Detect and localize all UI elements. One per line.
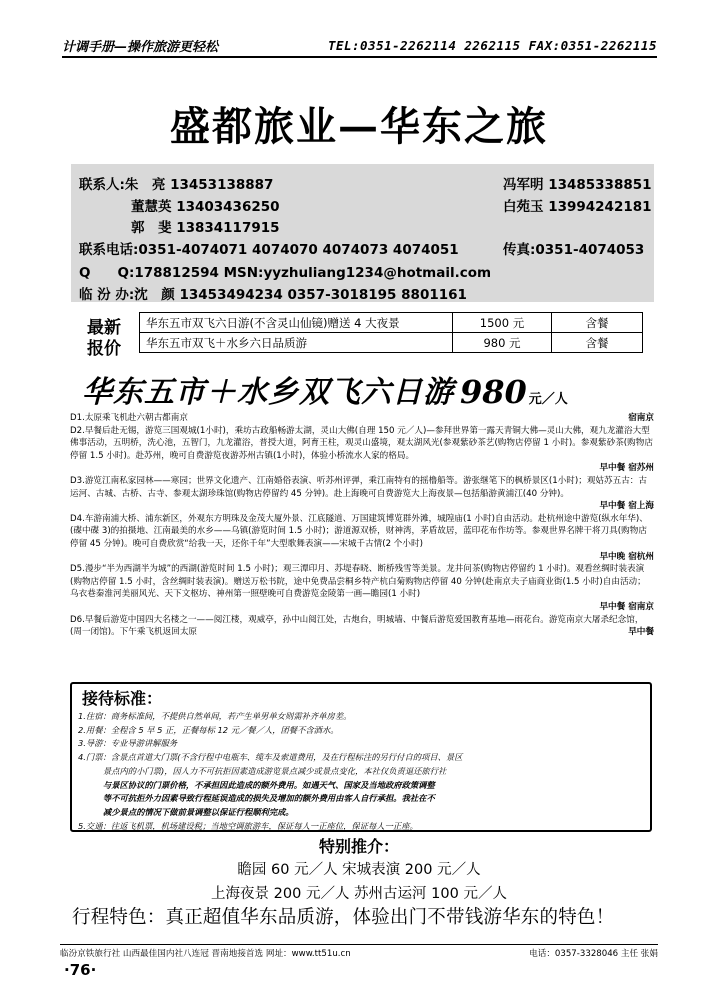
price-label-1: 最新 xyxy=(87,318,121,338)
page-number: ·76· xyxy=(64,961,97,979)
table-row xyxy=(140,313,643,333)
promo-price: 980 xyxy=(460,373,527,411)
day-text: D1.太原乘飞机赴六朝古都南京 xyxy=(70,413,188,423)
contact-phone: 联系电话:0351-4074071 4074070 4074073 4074051 xyxy=(79,242,459,258)
price-cell: 1500 元 xyxy=(453,313,552,333)
standard-item: 景点内的小门票)，因人力不可抗拒因素造成游览景点减少或景点变化，本社仅负责退还旅行社 xyxy=(78,765,447,776)
page-header xyxy=(62,34,657,58)
day-text: D5.漫步“半为西湖半为城”的西湖(游览时间 1.5 小时)；观三潭印月、苏堤春晓、断桥残雪等美景。龙井问茶(购物店停留约 1 小时)。观看丝绸时装表演(购物店停留 1.5 小时，含丝绸时装表演)。赠送万松书院，途中免费品尝桐乡特产杭白菊购物店停留 40 分钟(赴南京夫子庙商业街(1.5 小时)自由活动；乌衣巷秦淮河美丽风光、天下文枢坊、神州第一照壁晚可自费游览金陵第一画—瞻园(1 小时) xyxy=(70,564,646,600)
promo-headline xyxy=(82,366,662,411)
itinerary-day xyxy=(70,412,654,425)
standard-item: 1.住宿：商务标准间，不提供自然单间，若产生单男单女则需补齐单房差。 xyxy=(78,711,352,721)
itinerary-day xyxy=(70,614,654,639)
special-title: 特别推介： xyxy=(318,837,399,856)
contact-panel xyxy=(71,164,654,302)
standards-list xyxy=(78,710,644,833)
day-text: D4.车游南浦大桥、浦东新区，外观东方明珠及金茂大厦外景、江底隧道、万国建筑博览群外滩，城隍庙(1 小时)自由活动。赴杭州途中游览(纵水年华)、(碟中碟 3)的拍摄地、江南最美的水乡——乌镇(游览时间 1.5 小时)；游道源双桥，财神湾，茅盾故居，蓝印花布作坊等。参观世界名牌干将刀具(购物店停留 45 分钟)。晚可自费欣赏“给我一天，还你千年”大型歌舞表演——宋城千古情(2 个小时) xyxy=(70,513,648,549)
contact-fax: 传真:0351-4074053 xyxy=(503,242,645,258)
footer-left: 临汾京铁旅行社 山西最佳国内社八连冠 晋南地接首选 网址：www.tt51u.cn xyxy=(60,949,351,959)
day-text: D6.早餐后游览中国四大名楼之一——阅江楼，观威亭，孙中山阅江处，古炮台，明城墙、中餐后游览爱国教育基地—雨花台。游览南京大屠杀纪念馆，(周一闭馆)。下午乘飞机返回太原 xyxy=(70,614,644,638)
price-cell: 980 元 xyxy=(453,333,552,353)
day-meal: 早中餐 宿上海 xyxy=(599,501,654,512)
contact-line-1: 联系人:朱 亮 13453138887 xyxy=(79,177,274,193)
standard-item: 2.用餐：全程含 5 早 5 正，正餐每标 12 元／餐／人，团餐不含酒水。 xyxy=(78,724,339,735)
standard-item: 3.导游：专业导游讲解服务 xyxy=(78,738,178,749)
special-line-2: 上海夜景 200 元／人 苏州古运河 100 元／人 xyxy=(211,886,507,902)
tour-feature: 行程特色：真正超值华东品质游，体验出门不带钱游华东的特色！ xyxy=(72,907,615,928)
day-meal: 早中餐 xyxy=(628,627,654,638)
meal-cell: 含餐 xyxy=(552,333,643,353)
standards-title: 接待标准： xyxy=(82,689,163,708)
price-table xyxy=(139,312,643,353)
itinerary-day xyxy=(70,513,654,563)
page-title: 盛都旅业—华东之旅 xyxy=(170,102,548,150)
standard-item: 与景区协议的门票价格，不承担因此造成的额外费用。如遇天气、国家及当地政府政策调整 xyxy=(78,779,435,790)
day-meal: 早中晚 宿杭州 xyxy=(599,551,654,562)
contact-line-2: 董慧英 13403436250 xyxy=(131,199,280,215)
route-cell: 华东五市双飞六日游(不含灵山仙镜)赠送 4 大夜景 xyxy=(140,313,453,333)
standard-item: 4.门票：含景点首道大门票(不含行程中电瓶车、缆车及索道费用，及在行程标注的另行付自的项目、景区 xyxy=(78,752,463,763)
day-meal: 宿南京 xyxy=(628,413,654,423)
itinerary xyxy=(70,412,654,639)
day-text: D3.游览江南私家园林——寒园；世界文化遗产、江南婚俗表演、听苏州评弹，乘江南特有的摇橹船等。游张继笔下的枫桥景区(1小时)；观姑苏五古：古运河、古城、古桥、古寺、参观太湖珍珠馆(购物店停留约 45 分钟)。赴上海晚可自费游览大上海夜景—包括船游黄浦江(40 分钟)。 xyxy=(70,475,647,499)
promo-unit: 元／人 xyxy=(528,392,568,407)
special-line-1: 瞻园 60 元／人 宋城表演 200 元／人 xyxy=(237,862,481,878)
standard-item: 等不可抗拒外力因素导致行程延误造成的损失及增加的额外费用由客人自行承担。我社在不 xyxy=(78,793,435,804)
day-text: D2.早餐后赴无锡，游览三国观城(1小时)，乘坊古政船畅游太湖，灵山大佛(自理 150 元／人)—参拜世界第一露天青铜大佛—灵山大佛，观九龙灌浴大型佛事活动，五明桥，洗心池，五智门，九龙灌浴，普授大道，阿育王柱，观灵山盛境，观太湖风光(参观紫砂茶艺(购物店停留 1 小时)。参观紫砂茶(购物店停留 1.5 小时)。赴苏州，晚可自费游览夜游苏州古镇(1小时)，体验小桥流水人家的格局。 xyxy=(70,425,653,461)
standard-item: 5.交通：往返飞机票，机场建设税；当地空调旅游车，保证每人一正座位，保证每人一正座。 xyxy=(78,820,418,831)
header-contact: TEL:0351-2262114 2262115 FAX:0351-2262115 xyxy=(327,37,657,53)
promo-title: 华东五市＋水乡双飞六日游 xyxy=(82,375,454,410)
itinerary-day xyxy=(70,425,654,475)
special-recommendations xyxy=(70,836,648,906)
page-footer xyxy=(60,944,658,959)
footer-right: 电话：0357-3328046 主任 张娟 xyxy=(529,949,658,959)
reception-standards xyxy=(70,682,652,832)
day-meal: 早中餐 宿苏州 xyxy=(599,463,654,474)
contact-line-1-right: 冯军明 13485338851 xyxy=(503,177,652,193)
meal-cell: 含餐 xyxy=(552,313,643,333)
contact-qq: Q Q:178812594 MSN:yyzhuliang1234@hotmail.com xyxy=(79,265,492,281)
table-row xyxy=(140,333,643,353)
day-meal: 早中餐 宿南京 xyxy=(599,601,654,612)
itinerary-day xyxy=(70,563,654,613)
route-cell: 华东五市双飞＋水乡六日品质游 xyxy=(140,333,453,353)
price-label-2: 报价 xyxy=(87,339,121,359)
header-left: 计调手册—操作旅游更轻松 xyxy=(62,39,219,55)
contact-line-2-right: 白苑玉 13994242181 xyxy=(503,199,652,215)
contact-linfen: 临 汾 办:沈 颜 13453494234 0357-3018195 8801161 xyxy=(79,287,467,303)
standard-item: 减少景点的情况下做前景调整以保证行程顺利完成。 xyxy=(78,806,294,817)
itinerary-day xyxy=(70,475,654,513)
price-table-box xyxy=(79,312,652,359)
contact-line-3: 郭 斐 13834117915 xyxy=(131,220,280,236)
